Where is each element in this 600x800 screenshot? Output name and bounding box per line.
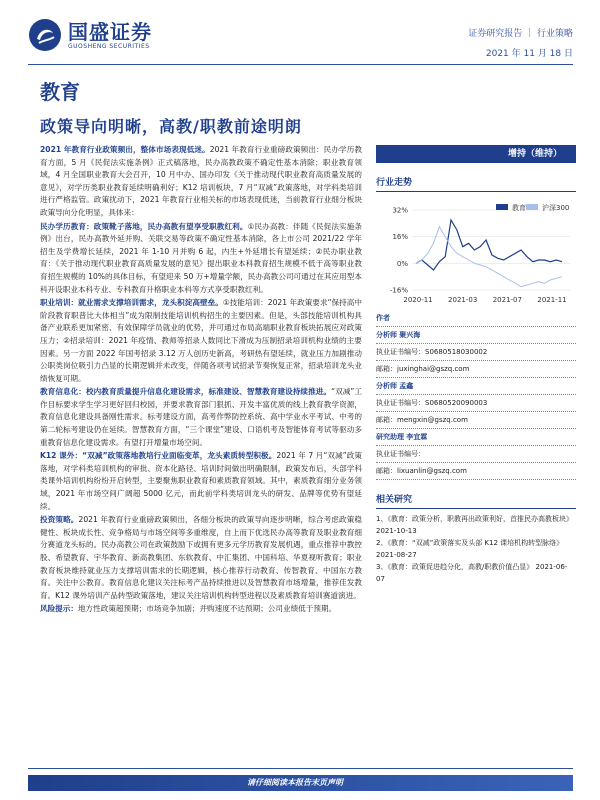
paragraph-lead: 职业培训：就业需求支撑培训需求，龙头积淀高壁垒。 [40,298,223,308]
paragraph-text: ①技能培训：2021 年政策要求“保持高中阶段教育职普比大体相当”成为限制技能培训机构招生的主要因素。但是，头部技能培训机构具备产业联系更加紧密、有效保障学员就业的优势，并可通过布局高端职业教育板块拓展应对政策压力；②招录培训：2021 年疫情、教师等招录人数同比下滑成为压制招录培训机构业绩的主要因素。另一方面 2022 年国考招录 3.12 万人创历史新高，考研热有望延续，就业压力加剧推动公职类岗位吸引力凸显的长期逻辑并未改变，伴随各项考试招录节奏恢复正常，招录培训龙头业绩恢复可期。 [40,298,363,383]
related-item-text[interactable]: 2、《教育：“双减”政策落实及头部 K12 课培机构转型脉络》 [376,539,564,547]
logo-chinese: 国盛证券 [68,19,152,44]
paragraph-text: 2021 年教育行业重磅政策频出：民办学历教育方面，5 月《民促法实施条例》正式稿落地，民办高教政策不确定性基本消除；职业教育领域，4 月全国职业教育大会召开，10 月中办、国办印发《关于推动现代职业教育高质量发展的意见》，对学历类职业教育延续明确利好；K12 培训板块，7 月“双减”政策落地，对学科类培训进行严格监管。政策扰动下，2021 年教育行业相关标的市场表现低迷，当前教育行业细分板块政策导向分化明显，具体来： [40,145,362,217]
related-item-text[interactable]: 1、《教育：政策分析，职教再出政策利好，首推民办高教板块》 [376,515,573,523]
email-link[interactable]: juxinghai@gszq.com [397,365,470,373]
paragraph-text: ①民办高教：伴随《民促法实施条例》出台，民办高教外延并购、关联交易等政策不确定性基本消除，各上市公司 2021/22 学年招生及学费增长延续，2021 年 1-10 月并购 6 起，内生+外延增长有望延续；②民办职业教育：《关于推动现代职业教育高质量发展的意见》提出职业本科教育招生规模不低于高等职业教育招生规模的 10%的具体目标，有望迎来 50 万+增量学额，民办高教公司可通过在其应用型本科开设职业本科专业、专科教育升格职业本科等方式享受职教红利。 [40,221,362,294]
paragraph-text: 2021 年教育行业重磅政策频出，各细分板块的政策导向逐步明晰，综合考虑政策稳健性、板块成长性、竞争格局与市场空间等多重维度，自上而下优选民办高等教育及职业教育细分赛道龙头标的。民办高教公司在政策鼓励下或拥有更多元学历教育发展机遇，重点推荐中教控股、希望教育、宇华教育、新高教集团、东软教育、中汇集团、中国科培、华夏视听教育；职业教育板块维持就业压力支撑培训需求的长期逻辑，核心推荐行动教育、传智教育、中国东方教育。关注中公教育。教育信息化建议关注标考产品持续推进以及智慧教育市场增量，推荐佳发教育。K12 课外培训产品转型政策落地，建议关注培训机构转型进程以及素质教育培训赛道演进。 [40,515,362,600]
report-headline: 政策导向明晰，高教/职教前途明朗 [40,117,302,136]
author-role: 作者 [376,314,390,322]
report-date: 2021 年 11 月 18 日 [485,49,573,59]
author-line [376,310,576,327]
paragraph-text: 2021 年 7 月“双减”政策落地，对学科类培训机构的审批、资本化路径、培训时间做出明确限制，政策发布后，头部学科类课外培训机构纷纷开启转型，主要聚焦职业教育和素质教育领域。其中，素质教育细分业务领域，2021 年市场空间广阔超 5000 亿元，而此前学科类培训龙头的研发、品牌等优势有望延续。 [40,451,362,511]
series-line-hs300 [416,227,562,287]
assistant-cert [376,446,576,463]
sector-title: 教育 [40,80,80,104]
x-tick-label: 2021-03 [448,296,478,304]
related-item-date: 2021-08-27 [376,551,417,559]
x-tick-label: 2021-11 [537,296,567,304]
assistant-line [376,429,576,446]
analyst-role: 分析师 [376,382,397,390]
related-item[interactable] [376,561,576,585]
legend-label-education: 教育 [512,204,526,212]
x-tick-label: 2020-11 [403,296,433,304]
paragraph-lead: 风险提示： [40,604,78,614]
rating-badge: 增持（维持） [376,145,576,163]
email-link[interactable]: lixuanlin@gszq.com [397,467,467,475]
company-logo [28,18,152,52]
cert-number: S0680518030002 [425,348,488,356]
paragraph-higher-ed [40,221,362,297]
related-item-text[interactable]: 3、《教育：政策促进趋分化，高教/职教价值凸显》 [376,563,534,571]
y-tick-label: 32% [392,206,408,215]
email-label: 邮箱： [376,467,397,475]
footer-divider [28,768,573,769]
paragraph-lead: K12 课外：“双减”政策落地教培行业面临变革，龙头素质转型积极。 [40,451,277,461]
paragraph-lead: 投资策略。 [40,515,79,525]
trend-title: 行业走势 [376,175,576,192]
related-item[interactable] [376,513,576,537]
x-tick-label: 2021-07 [492,296,522,304]
analyst-role: 研究助理 [376,433,404,441]
paragraph-lead: 民办学历教育：政策靴子落地，民办高教有望享受职教红利。 [40,221,248,231]
related-item[interactable] [376,537,576,561]
y-tick-label: 0% [396,259,408,268]
guosheng-logo-icon [28,18,62,52]
analyst-2-email [376,412,576,429]
paragraph-text: 地方性政策超预期；市场竞争加剧；并购速度不达预期；公司业绩低于预期。 [77,604,337,614]
related-title: 相关研究 [376,492,576,509]
y-tick-label: 16% [392,233,408,242]
analyst-name: 聚兴海 [399,331,421,339]
paragraph-k12 [40,450,362,513]
email-link[interactable]: mengxin@gszq.com [397,416,468,424]
cert-label: 执业证书编号： [376,399,425,407]
footer-bar [28,775,573,791]
analyst-1-cert [376,344,576,361]
series-line-education [416,220,562,270]
report-type: 证券研究报告 ｜ 行业策略 [468,29,573,39]
logo-english: GUOSHENG SECURITIES [68,42,150,50]
analyst-role: 分析师 [376,331,397,339]
report-body [40,144,362,617]
cert-label: 执业证书编号： [376,348,425,356]
cert-label: 执业证书编号： [376,450,425,458]
y-tick-label: -16% [389,286,408,295]
paragraph-lead: 2021 年教育行业政策频出，整体市场表现低迷。 [40,145,210,154]
legend-swatch-hs300 [526,204,538,210]
analyst-1-line [376,327,576,344]
paragraph-text: “双减”工作目标要求学生学习更好回归校园，并要求教育部门狠抓、开发丰富优质的线上教育教学资源，教育信息化建设具备刚性需求。标考建设方面，高考作弊防控系统、高中学业水平考试、中考的第二轮标考建设仍在延续。智慧教育方面，“三个课堂”建设、口语机考及智能体育考试等驱动多重教育信息化建设需求。有望打开增量市场空间。 [40,387,362,447]
trend-chart [376,198,576,308]
analyst-2-cert [376,395,576,412]
related-item-date: 2021-06-07 [376,563,568,583]
email-label: 邮箱： [376,416,397,424]
related-list [376,513,576,585]
legend-label-hs300: 沪深300 [542,204,570,212]
paragraph-risk [40,603,362,616]
legend-swatch-education [496,204,508,210]
analyst-name: 李宜霖 [406,433,428,441]
header-divider [28,64,573,65]
analyst-name: 孟鑫 [399,382,414,390]
paragraph-vocational [40,297,362,385]
analyst-block [376,310,576,480]
assistant-email [376,463,576,480]
paragraph-informatization [40,386,362,449]
cert-number: S0680520090003 [425,399,488,407]
analyst-1-email [376,361,576,378]
analyst-2-line [376,378,576,395]
paragraph-overview [40,144,362,220]
trend-chart-svg [376,198,576,308]
footer-disclaimer: 请仔细阅读本报告末页声明 [247,778,343,787]
paragraph-lead: 教育信息化：校内教育质量提升信息化建设需求，标准建设、智慧教育建设持续推进。 [40,387,332,397]
header [28,18,573,62]
sidebar [376,145,576,585]
related-item-date: 2021-10-13 [376,527,417,535]
email-label: 邮箱： [376,365,397,373]
paragraph-strategy [40,514,362,602]
